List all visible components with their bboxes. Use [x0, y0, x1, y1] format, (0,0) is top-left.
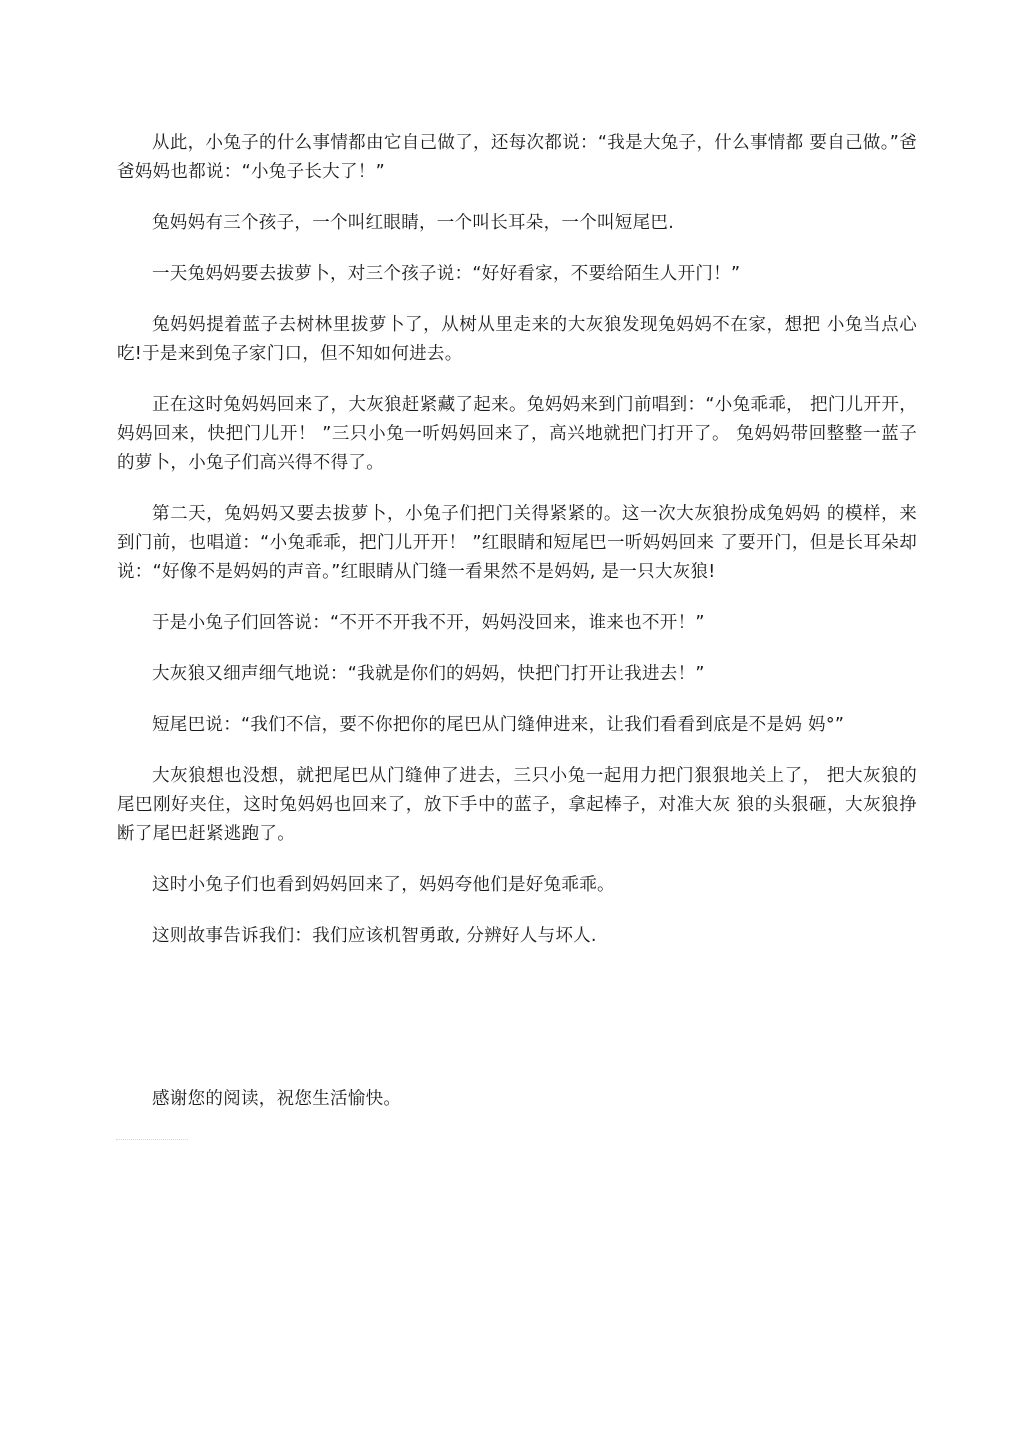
- paragraph-7: 于是小兔子们回答说：“不开不开我不开，妈妈没回来，谁来也不开！”: [152, 613, 705, 633]
- paragraph-8: 大灰狼又细声细气地说：“我就是你们的妈妈，快把门打开让我进去！”: [152, 664, 705, 684]
- paragraph-12: 这则故事告诉我们：我们应该机智勇敢, 分辨好人与坏人.: [152, 926, 597, 946]
- paragraph-9: 短尾巴说：“我们不信，要不你把你的尾巴从门缝伸进来，让我们看看到底是不是妈 妈°”: [152, 715, 845, 735]
- paragraph-4: 兔妈妈提着蓝子去树林里拔萝卜了，从树从里走来的大灰狼发现兔妈妈不在家，想把 小兔当点心吃!于是来到兔子家门口，但不知如何进去。: [117, 315, 917, 364]
- paragraph-2: 兔妈妈有三个孩子，一个叫红眼睛，一个叫长耳朵，一个叫短尾巴.: [152, 213, 675, 233]
- paragraph-6: 第二天，兔妈妈又要去拔萝卜，小兔子们把门关得紧紧的。这一次大灰狼扮成兔妈妈 的模样，来到门前，也唱道：“小兔乖乖，把门儿开开！ ”红眼睛和短尾巴一听妈妈回来 了要开门，但是长耳朵却说：“好像不是妈妈的声音。”红眼睛从门缝一看果然不是妈妈, 是一只大灰狼!: [117, 504, 917, 582]
- paragraph-5: 正在这时兔妈妈回来了，大灰狼赶紧藏了起来。兔妈妈来到门前唱到：“小兔乖乖， 把门儿开开，妈妈回来，快把门儿开！ ”三只小兔一听妈妈回来了，高兴地就把门打开了。 兔妈妈带回整整一蓝子的萝卜，小兔子们高兴得不得了。: [117, 395, 917, 473]
- paragraph-10: 大灰狼想也没想，就把尾巴从门缝伸了进去，三只小兔一起用力把门狠狠地关上了， 把大灰狼的尾巴刚好夹住，这时兔妈妈也回来了，放下手中的蓝子，拿起棒子，对准大灰 狼的头狠砸，大灰狼挣断了尾巴赶紧逃跑了。: [117, 766, 917, 844]
- paragraph-1: 从此，小兔子的什么事情都由它自己做了，还每次都说：“我是大兔子，什么事情都 要自己做。”爸爸妈妈也都说：“小兔子长大了！”: [117, 133, 917, 182]
- paragraph-3: 一天兔妈妈要去拔萝卜，对三个孩子说：“好好看家，不要给陌生人开门！”: [152, 264, 741, 284]
- faint-divider: [116, 1139, 188, 1140]
- paragraph-11: 这时小兔子们也看到妈妈回来了，妈妈夸他们是好兔乖乖。: [152, 875, 615, 895]
- closing-line: 感谢您的阅读，祝您生活愉快。: [152, 1089, 402, 1109]
- story-body: [117, 129, 917, 973]
